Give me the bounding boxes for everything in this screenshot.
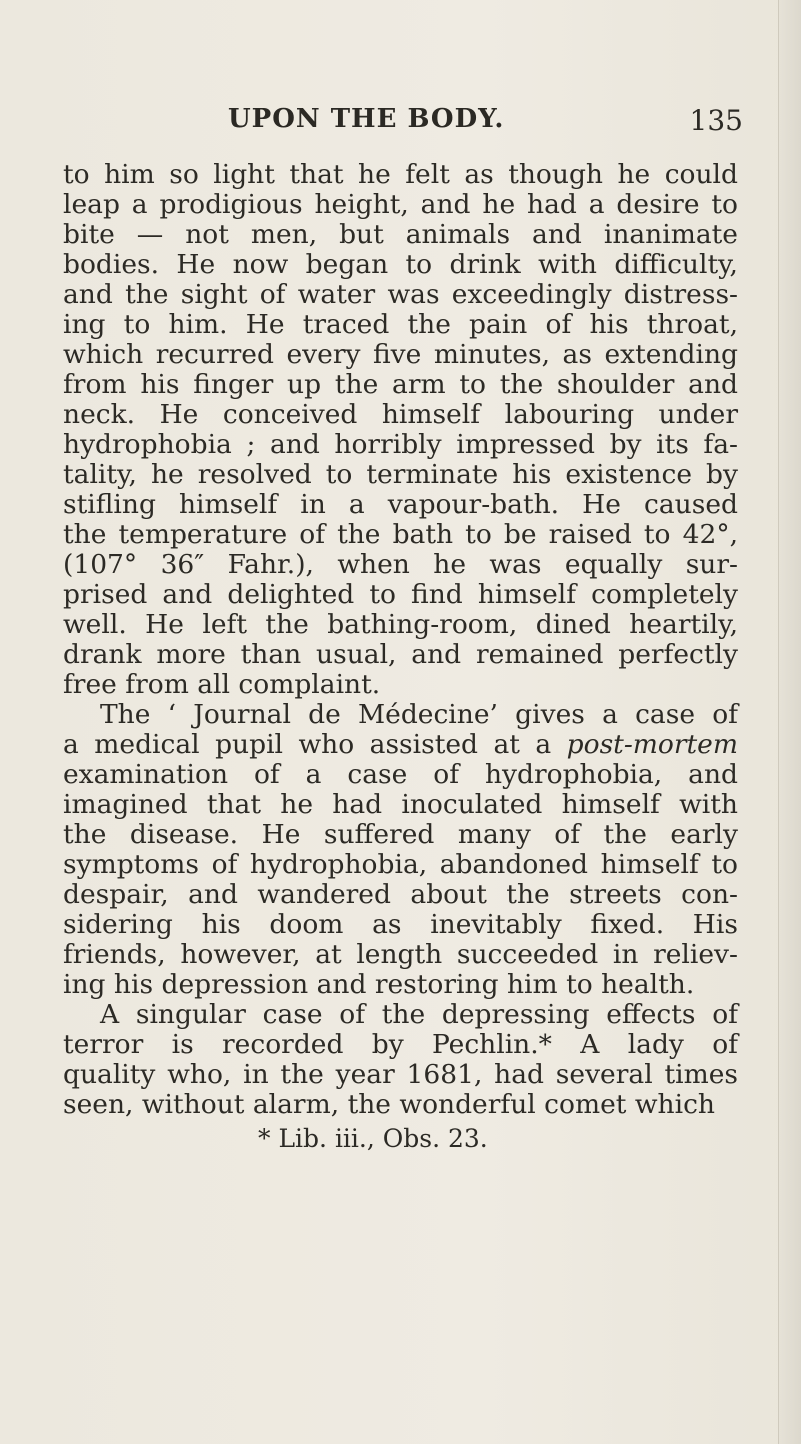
text-line: drank more than usual, and remained perfectly bbox=[63, 639, 738, 670]
text-line: bodies. He now began to drink with difficulty, bbox=[63, 249, 738, 280]
text-line: bite — not men, but animals and inanimate bbox=[63, 219, 738, 250]
text-line: terror is recorded by Pechlin.* A lady of bbox=[63, 1029, 738, 1060]
text-line: despair, and wandered about the streets con- bbox=[63, 879, 738, 910]
text-line: tality, he resolved to terminate his existence by bbox=[63, 459, 738, 490]
footnote: * Lib. iii., Obs. 23. bbox=[258, 1124, 488, 1153]
text-line: (107° 36″ Fahr.), when he was equally sur- bbox=[63, 549, 738, 580]
text-line: A singular case of the depressing effects of bbox=[100, 999, 738, 1030]
text-line: neck. He conceived himself labouring under bbox=[63, 399, 738, 430]
page-header bbox=[228, 104, 743, 144]
text-line: the disease. He suffered many of the early bbox=[63, 819, 738, 850]
text-line: leap a prodigious height, and he had a desire to bbox=[63, 189, 738, 220]
text-line: sidering his doom as inevitably fixed. His bbox=[63, 909, 738, 940]
text-line: from his finger up the arm to the shoulder and bbox=[63, 369, 738, 400]
text-line: free from all complaint. bbox=[63, 669, 381, 700]
text-line: stifling himself in a vapour-bath. He caused bbox=[63, 489, 738, 520]
running-head: UPON THE BODY. bbox=[228, 104, 505, 134]
text-line: examination of a case of hydrophobia, and bbox=[63, 759, 738, 790]
text-line: hydrophobia ; and horribly impressed by its fa- bbox=[63, 429, 738, 460]
text-segment: a medical pupil who assisted at a bbox=[63, 729, 567, 760]
page-gutter-edge bbox=[778, 0, 801, 1444]
text-line bbox=[63, 730, 738, 760]
text-line: well. He left the bathing-room, dined heartily, bbox=[63, 609, 738, 640]
text-line: and the sight of water was exceedingly distress- bbox=[63, 279, 738, 310]
italic-term: post-mortem bbox=[566, 729, 738, 760]
text-line: ing his depression and restoring him to health. bbox=[63, 969, 695, 1000]
text-line: the temperature of the bath to be raised to 42°, bbox=[63, 519, 738, 550]
text-line: seen, without alarm, the wonderful comet which bbox=[63, 1089, 715, 1120]
text-line: to him so light that he felt as though he could bbox=[63, 159, 738, 190]
text-line: quality who, in the year 1681, had several times bbox=[63, 1059, 738, 1090]
text-line: ing to him. He traced the pain of his throat, bbox=[63, 309, 738, 340]
page-number: 135 bbox=[689, 104, 743, 137]
text-line: which recurred every five minutes, as extending bbox=[63, 339, 738, 370]
text-line: imagined that he had inoculated himself with bbox=[63, 789, 738, 820]
text-line: symptoms of hydrophobia, abandoned himself to bbox=[63, 849, 738, 880]
text-line: prised and delighted to find himself completely bbox=[63, 579, 738, 610]
text-line: friends, however, at length succeeded in reliev- bbox=[63, 939, 738, 970]
text-line: The ‘ Journal de Médecine’ gives a case of bbox=[100, 699, 738, 730]
